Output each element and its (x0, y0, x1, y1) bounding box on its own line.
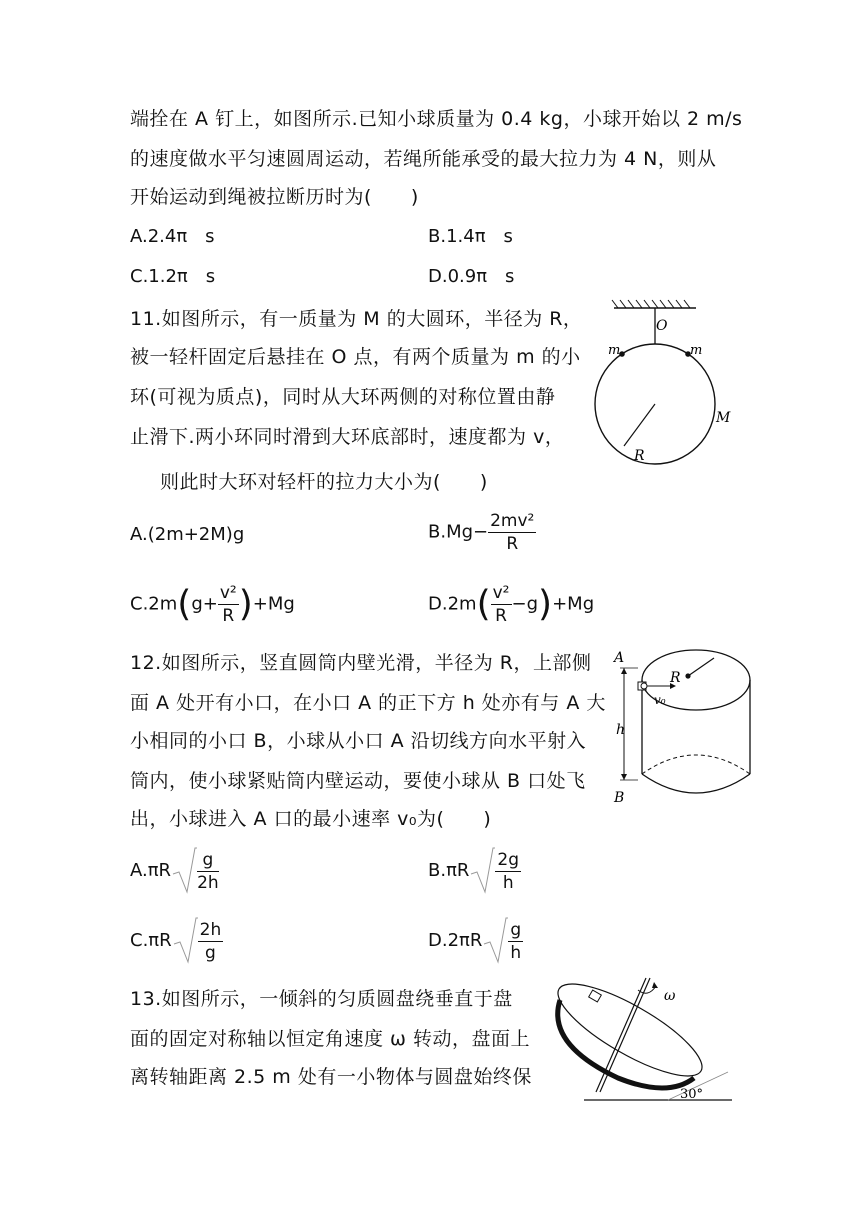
q11-line-3: 环(可视为质点)，同时从大环两侧的对称位置由静 (130, 386, 556, 408)
q12-option-d: D.2πR $\frac{g}{h}$ (428, 919, 522, 963)
q10-line-1: 端拴在 A 钉上，如图所示.已知小球质量为 0.4 kg，小球开始以 2 m/s (130, 108, 743, 130)
radius-line (624, 404, 655, 446)
q13-line-1: 13.如图所示，一倾斜的匀质圆盘绕垂直于盘 (130, 988, 513, 1010)
q11-option-d: D.2m( $\frac{\text{v²}}{R}$ −g)+Mg (428, 583, 595, 626)
q13-line-3: 离转轴距离 2.5 m 处有一小物体与圆盘始终保 (130, 1066, 532, 1088)
q12-option-c: C.πR $\frac{2h}{g}$ (130, 919, 222, 963)
q13-disk-figure (548, 968, 740, 1108)
q11-ring-figure (586, 296, 746, 476)
q11-option-a: A.(2m+2M)g (130, 524, 245, 545)
q10-line-3: 开始运动到绳被拉断历时为( ) (130, 186, 419, 208)
q10-option-b: B.1.4π s (428, 226, 513, 247)
q12-line-2: 面 A 处开有小口，在小口 A 的正下方 h 处亦有与 A 大 (130, 692, 606, 714)
q11-line-4: 止滑下.两小环同时滑到大环底部时，速度都为 v， (130, 426, 565, 448)
label-m-right: m (690, 343, 703, 358)
label-r: R (634, 448, 645, 464)
q12-line-4: 筒内，使小球紧贴筒内壁运动，要使小球从 B 口处飞 (130, 770, 586, 792)
label-big-m: M (716, 410, 731, 426)
label-o: O (656, 318, 668, 334)
q12-option-a: A.πR $\frac{g}{2h}$ (130, 849, 219, 893)
q13-line-2: 面的固定对称轴以恒定角速度 ω 转动，盘面上 (130, 1028, 530, 1050)
label-a: A (614, 650, 625, 666)
q12-line-1: 12.如图所示，竖直圆筒内壁光滑，半径为 R，上部侧 (130, 652, 592, 674)
q10-line-2: 的速度做水平匀速圆周运动，若绳所能承受的最大拉力为 4 N，则从 (130, 148, 717, 170)
label-r: R (670, 670, 681, 686)
q11-line-1: 11.如图所示，有一质量为 M 的大圆环，半径为 R， (130, 308, 583, 330)
q10-option-c: C.1.2π s (130, 266, 216, 287)
q10-option-d: D.0.9π s (428, 266, 515, 287)
q11-option-b: B.Mg− $\frac{\text{2mv²}}{R}$ (428, 511, 535, 554)
label-v0: v₀ (654, 693, 666, 707)
label-b: B (614, 790, 625, 806)
q12-cylinder-figure (608, 640, 758, 810)
q12-option-b: B.πR $\frac{2g}{h}$ (428, 849, 520, 893)
q10-option-a: A.2.4π s (130, 226, 215, 247)
q12-line-5: 出，小球进入 A 口的最小速率 v₀为( ) (130, 808, 492, 830)
label-angle: 30° (680, 1087, 704, 1102)
q12-line-3: 小相同的小口 B，小球从小口 A 沿切线方向水平射入 (130, 730, 587, 752)
label-omega: ω (664, 988, 676, 1004)
label-h: h (616, 722, 626, 738)
label-m-left: m (608, 343, 621, 358)
q11-option-c: C.2m(g+ $\frac{\text{v²}}{R}$ )+Mg (130, 583, 295, 626)
q11-line-2: 被一轻杆固定后悬挂在 O 点，有两个质量为 m 的小 (130, 346, 581, 368)
q11-line-5: 则此时大环对轻杆的拉力大小为( ) (160, 471, 488, 493)
